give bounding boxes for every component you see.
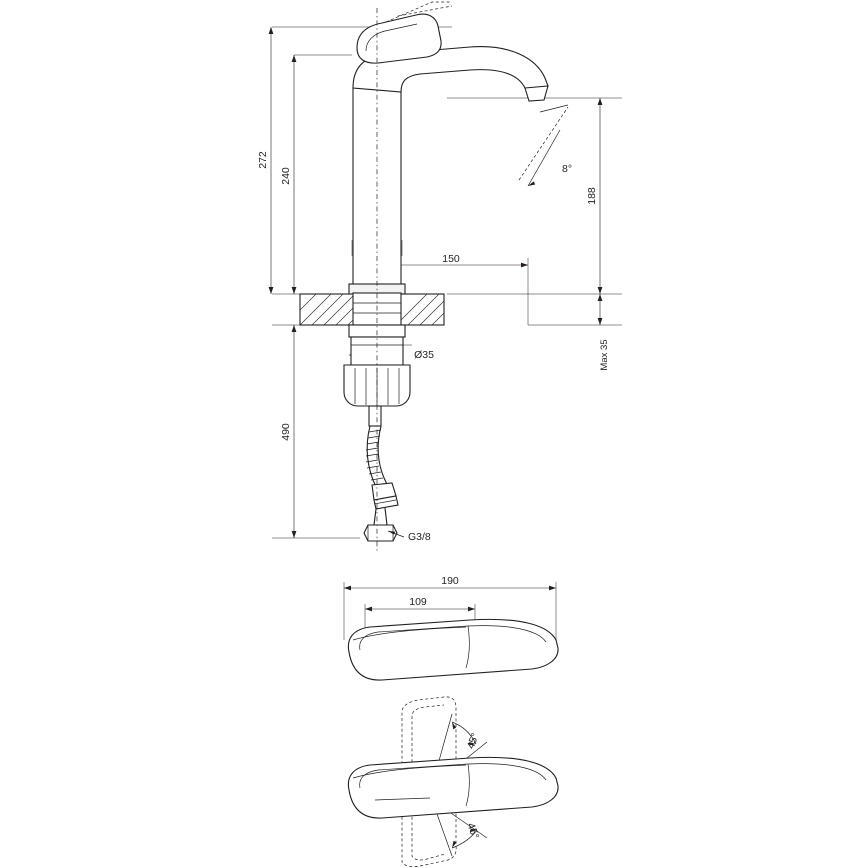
label-8deg: 8° (562, 163, 573, 175)
dimension-240 (280, 55, 352, 294)
dimension-angle-8 (519, 105, 572, 186)
label-188: 188 (586, 187, 598, 205)
label-109: 109 (409, 596, 427, 608)
handle-top-view (348, 697, 558, 867)
flexible-hose (364, 426, 398, 541)
extension-lines (272, 27, 622, 538)
dimension-188 (586, 98, 602, 294)
label-272: 272 (257, 151, 269, 169)
label-150: 150 (442, 253, 460, 265)
handle-side-outline (348, 619, 558, 680)
label-g38: G3/8 (408, 531, 431, 543)
label-45-lower: 45° (464, 821, 482, 841)
label-d35: Ø35 (414, 349, 434, 361)
dimension-490 (280, 325, 296, 538)
handle-top-outline (348, 757, 558, 818)
dimension-max35 (598, 294, 610, 371)
mounting-assembly (344, 325, 410, 426)
label-190: 190 (441, 575, 459, 587)
label-240: 240 (280, 167, 292, 185)
dimension-272 (257, 27, 273, 294)
label-45-upper: 45° (464, 731, 482, 751)
tap-body-outline (349, 2, 548, 325)
handle-side-view (344, 575, 558, 680)
front-elevation-view (257, 2, 622, 552)
label-max35: Max 35 (599, 339, 610, 371)
label-490: 490 (280, 423, 292, 441)
